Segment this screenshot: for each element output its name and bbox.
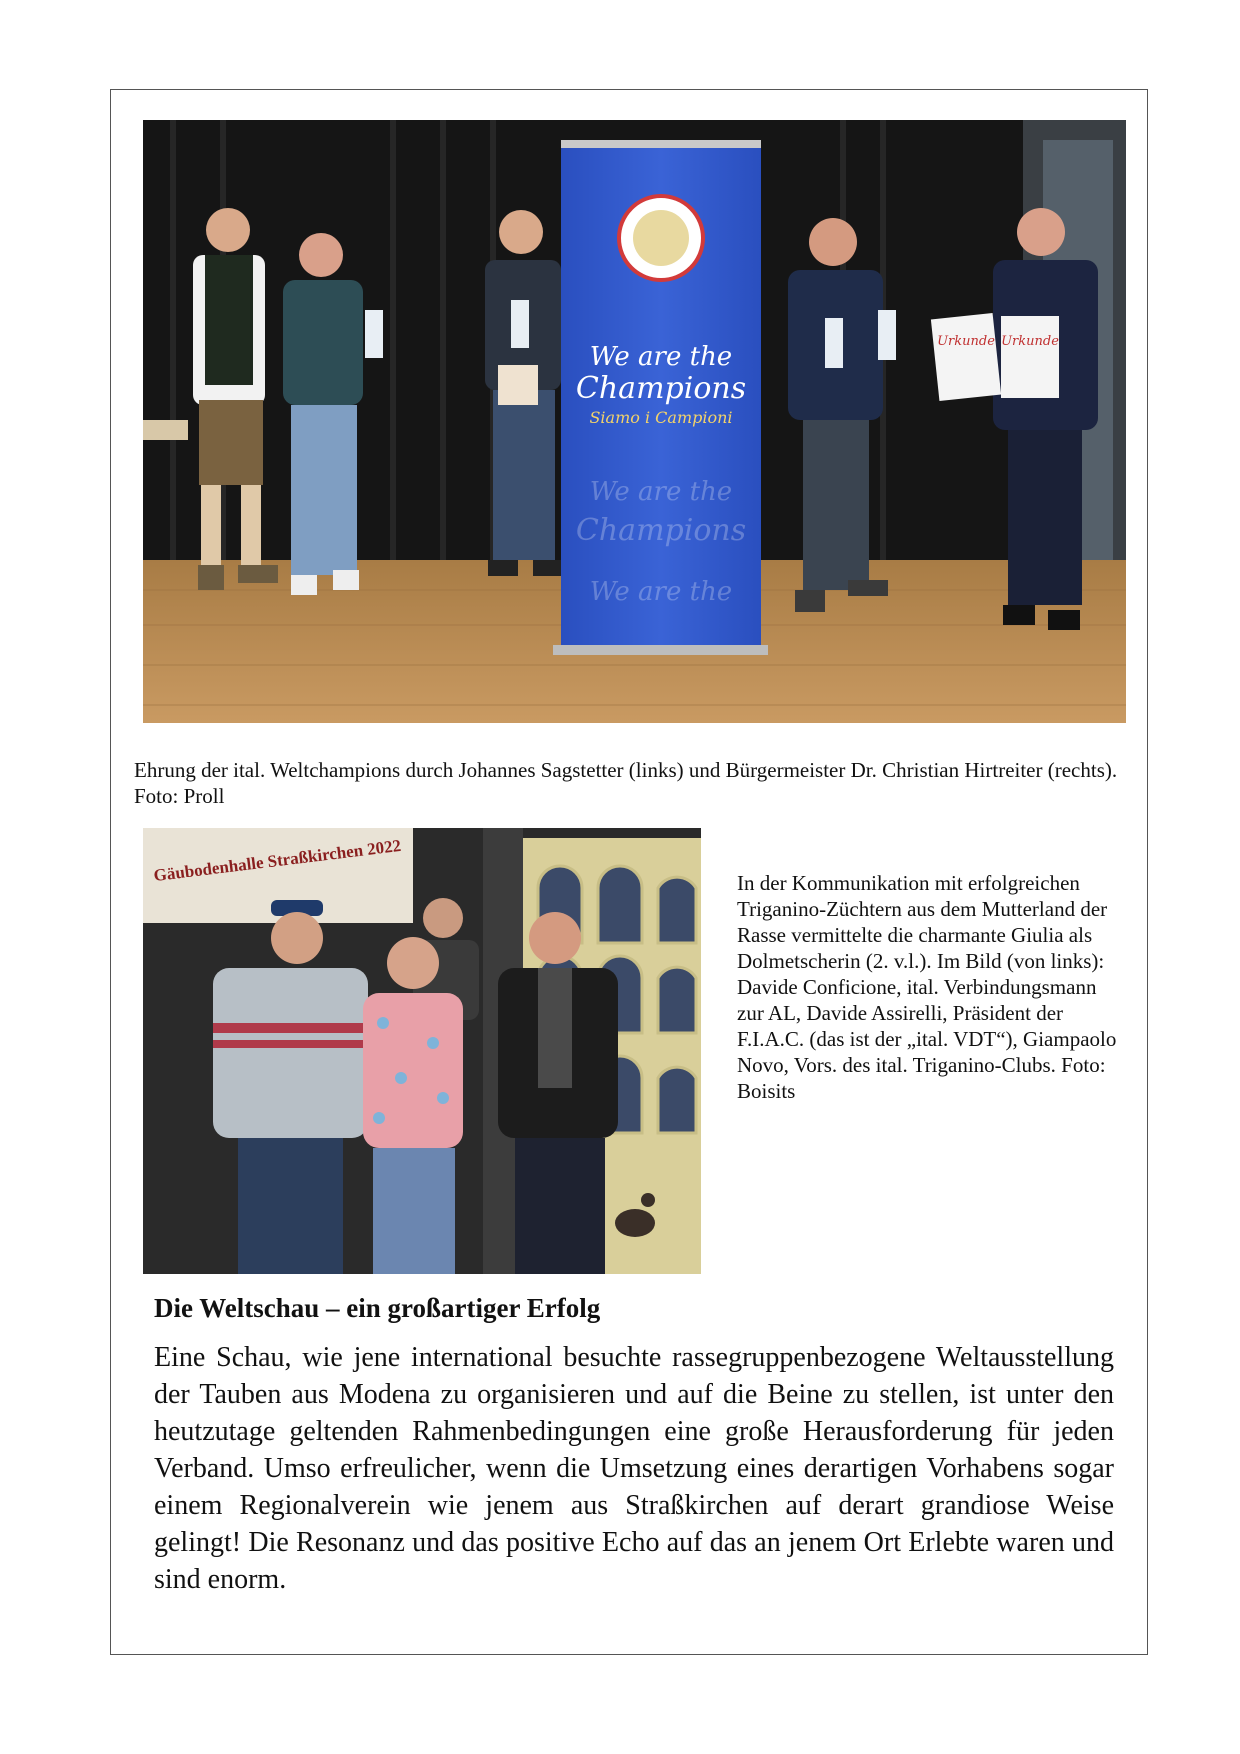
award-ceremony-photo-illustration <box>143 120 1126 723</box>
award-ceremony-photo <box>143 120 1126 723</box>
group-photo <box>143 828 701 1274</box>
banner-script-line-2: Champions <box>575 371 747 406</box>
person-silhouette <box>485 210 561 576</box>
svg-text:Urkunde: Urkunde <box>1001 334 1059 349</box>
article-heading: Die Weltschau – ein großartiger Erfolg <box>154 1293 601 1323</box>
group-photo-illustration <box>143 828 701 1274</box>
article-body: Eine Schau, wie jene international besuchte rassegruppenbezogene Weltausstellung der Tauben aus Modena zu organisieren und auf die Beine zu stellen, ist unter den heutzutage geltenden Rahmenbedingungen eine große Herausforderung für jeden Verband. Umso erfreulicher, wenn die Umsetzung eines derartigen Vorhabens sogar einem Regionalverein wie jenem aus Straßkirchen auf derart grandiose Weise gelingt! Die Resonanz und das positive Echo auf das an jenem Ort Erlebte waren und sind enorm. <box>154 1342 1114 1595</box>
svg-text:We are the: We are the <box>589 577 733 607</box>
svg-text:We are the: We are the <box>589 477 733 507</box>
certificate-label: Urkunde <box>937 334 995 349</box>
banner-script-line-1: We are the <box>589 342 733 372</box>
top-photo-caption: Ehrung der ital. Weltchampions durch Johannes Sagstetter (links) und Bürgermeister Dr. Christian Hirtreiter (rechts). Foto: Proll <box>134 758 1118 808</box>
banner-script-line-3: Siamo i Campioni <box>589 408 733 427</box>
hall-banner-text: Gäubodenhalle Straßkirchen 2022 <box>152 835 403 886</box>
svg-text:Champions: Champions <box>575 513 747 548</box>
side-photo-caption: In der Kommunikation mit erfolgreichen Triganino-Züchtern aus dem Mutterland der Rasse vermittelte die charmante Giulia als Dolmetscherin (2. v.l.). Im Bild (von links): Davide Conficione, ital. Verbindungsmann zur AL, Davide Assirelli, Präsident der F.I.A.C. (das ist der „ital. VDT“), Giampaolo Novo, Vors. des ital. Triganino-Clubs. Foto: Boisits <box>737 871 1117 1103</box>
